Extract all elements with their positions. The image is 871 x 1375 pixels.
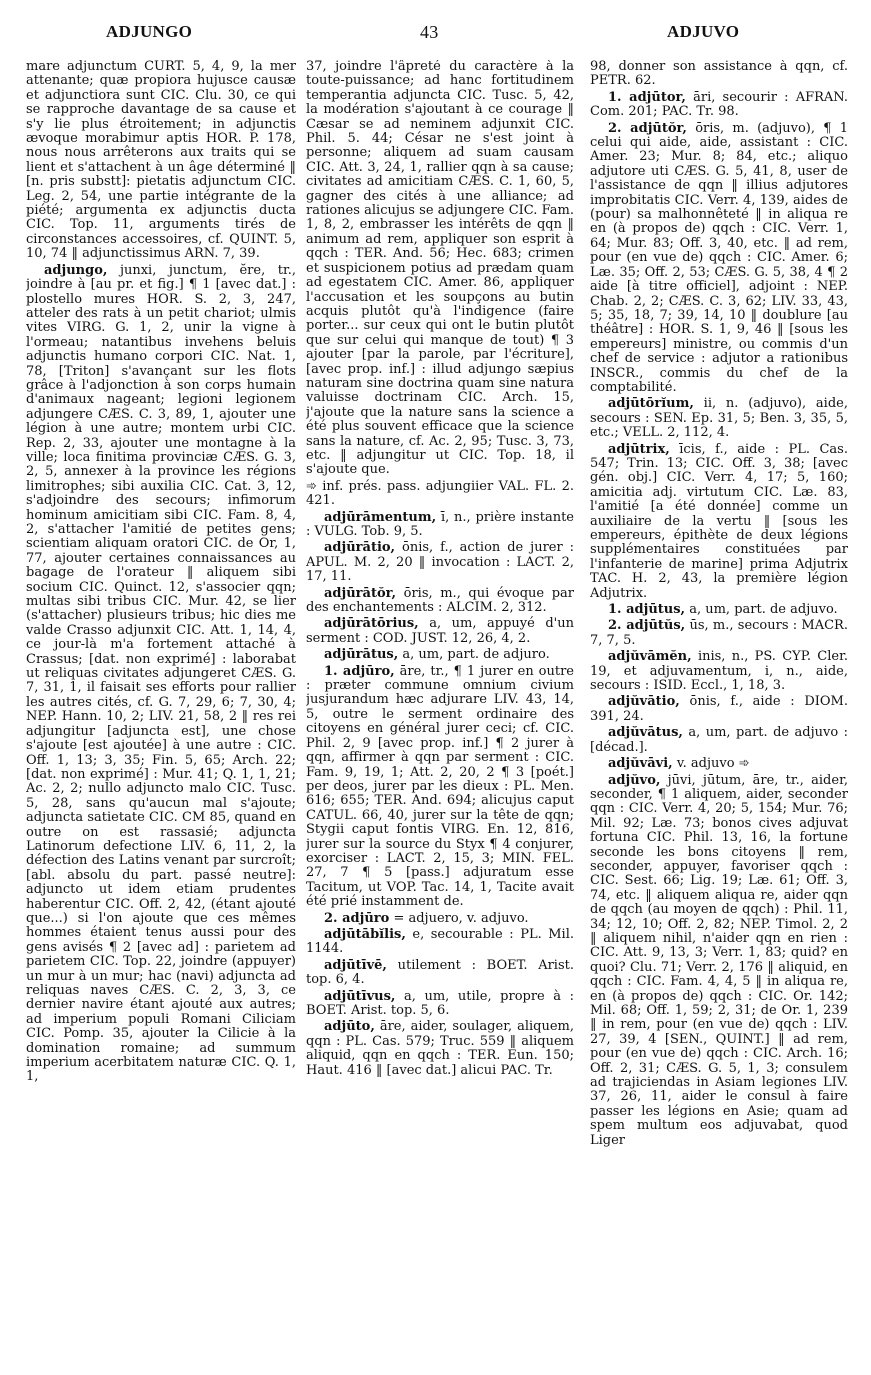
entry-body: 37, joindre l'âpreté du caractère à la toute-puissance; ad hanc fortitudinem temperantia adjuncta CIC. Tusc. 5, 42, la modération s'ajoutant à ce courage ‖ Cæsar se ad neminem adjunxit CIC. Phil. 5. 44; César ne s'est joint à personne; aliquem ad suam causam CIC. Att. 3, 24, 1, rallier qqn à sa cause; civitates ad amicitiam CÆS. C. 1, 60, 5, gagner des cités à une alliance; ad rationes alicujus se adjungere CIC. Fam. 1, 8, 2, embrasser les intérêts de qqn ‖ animum ad rem, appliquer son esprit à qqch : TER. And. 56; Hec. 683; crimen et suspicionem potius ad prædam quam ad egestatem CIC. Amer. 86, appliquer l'accusation et les soupçons au butin acquis plutôt qu'à l'indigence (faire porter... sur ceux qui ont le butin plutôt que sur celui qui manque de tout) ¶ 3 ajouter [par la parole, par l'écriture], [avec prop. inf.] : illud adjungo sæpius naturam sine doctrina quam sine natura valuisse doctrinam CIC. Arch. 15, j'ajoute que la nature sans la science a été plus souvent efficace que la science sans la nature, cf. Ac. 2, 95; Tusc. 3, 73, etc. ‖ adjungitur ut CIC. Top. 18, il s'ajoute que. (306, 60, 574, 478)
dictionary-entry (26, 60, 296, 262)
entry-body: e, secourable : PL. Mil. 1144. (306, 926, 574, 957)
entry-body: āri, secourir : AFRAN. Com. 201; PAC. Tr. 98. (590, 89, 848, 120)
entry-headword: adjŭvo, (608, 772, 661, 788)
entry-headword: adjŭvātio, (608, 694, 680, 710)
entry-body: ūs, m., secours : MACR. 7, 7, 5. (590, 618, 848, 648)
entry-headword: 2. adjūtŭs, (608, 618, 686, 634)
entry-headword: adjūtābĭlis, (324, 926, 406, 942)
dictionary-entry (590, 650, 848, 693)
dictionary-entry (306, 959, 574, 988)
dictionary-entry (306, 665, 574, 910)
dictionary-entry (590, 603, 848, 617)
dictionary-entry (306, 60, 574, 478)
entry-body: ōris, m., qui évoque par des enchantements : ALCIM. 2, 312. (306, 585, 574, 616)
entry-body: āre, aider, soulager, aliquem, qqn : PL. Cas. 579; Truc. 559 ‖ aliquem aliquid, qqn en qqch : TER. Eun. 150; Haut. 416 ‖ [avec dat.] alicui PAC. Tr. (306, 1019, 574, 1078)
entry-headword: 2. adjūtŏr, (608, 120, 687, 136)
page-number: 43 (420, 22, 439, 42)
dictionary-entry (306, 928, 574, 957)
entry-body: ➾ inf. prés. pass. adjungiier VAL. FL. 2. 421. (306, 478, 574, 509)
entry-headword: 1. adjūtus, (608, 602, 686, 618)
dictionary-entry (306, 912, 574, 926)
dictionary-entry (590, 774, 848, 1149)
dictionary-entry (590, 397, 848, 440)
dictionary-entry (590, 695, 848, 724)
column-3 (590, 60, 848, 1365)
entry-headword: 2. adjūro (324, 910, 390, 926)
dictionary-entry (590, 726, 848, 755)
dictionary-entry (590, 60, 848, 89)
entry-headword: adjūrāmentum, (324, 509, 437, 525)
entry-body: ōnis, f., action de jurer : APUL. M. 2, 20 ‖ invocation : LACT. 2, 17, 11. (306, 540, 574, 585)
entry-body: v. adjuvo ➾ (676, 756, 750, 772)
entry-headword: adjūtrix, (608, 441, 670, 457)
entry-body: īcis, f., aide : PL. Cas. 547; Trin. 13; CIC. Off. 3, 38; [avec gén. obj.] CIC. Verr. 4, 17; 5, 160; amicitia adj. virtutum CIC. Læ. 83, l'amitié [a été donnée] comme un auxiliaire de la vertu ‖ [sous les empereurs, épithète de deux légions supplémentaires constituées par l'infanterie de marine] prima Adjutrix TAC. H. 2, 43, la première légion Adjutrix. (590, 441, 848, 601)
entry-headword: adjŭvāmĕn, (608, 649, 692, 665)
entry-body: = adjuero, v. adjuvo. (393, 910, 529, 926)
entry-headword: adjūrātus, (324, 647, 399, 663)
entry-body: a, um, appuyé d'un serment : COD. JUST. 12, 26, 4, 2. (306, 616, 574, 646)
dictionary-entry (306, 511, 574, 540)
entry-body: utilement : BOET. Arist. top. 6, 4. (306, 957, 574, 988)
dictionary-entry (306, 1020, 574, 1078)
entry-headword: adjūtōrĭum, (608, 396, 694, 412)
dictionary-entry (590, 122, 848, 396)
entry-body: ōris, m. (adjuvo), ¶ 1 celui qui aide, aide, assistant : CIC. Amer. 23; Mur. 8; 84, etc.; aliquo adjutore uti CÆS. G. 5, 41, 8, user de l'assistance de qqn ‖ illius adjutores improbitatis CIC. Verr. 4, 139, aides de (pour) sa malhonnêteté ‖ in aliqua re en (à propos de) qqch : CIC. Verr. 1, 64; Mur. 83; Off. 3, 40, etc. ‖ ad rem, pour (en vue de) qqch : CIC. Amer. 6; Læ. 35; Off. 2, 53; CÆS. G. 5, 38, 4 ¶ 2 aide [à titre officiel], adjoint : NEP. Chab. 2, 2; CÆS. C. 3, 62; LIV. 33, 43, 5; 35, 18, 7; 39, 14, 10 ‖ doublure [au théâtre] : HOR. S. 1, 9, 46 ‖ [sous les empereurs] ministre, ou commis d'un chef de service : adjutor a rationibus INSCR., commis du chef de la comptabilité. (590, 120, 848, 395)
entry-headword: adjūtīvus, (324, 988, 396, 1004)
dictionary-entry (306, 541, 574, 584)
entry-headword: 1. adjūtor, (608, 89, 686, 105)
entry-body: ī, n., prière instante : VULG. Tob. 9, 5. (306, 509, 574, 539)
entry-headword: adjūrātio, (324, 540, 396, 556)
entry-body: mare adjunctum CURT. 5, 4, 9, la mer attenante; quæ propiora hujusce causæ et adjunctiora sunt CIC. Clu. 30, ce qui se rapproche davantage de sa cause et s'y lie plus étroitement; in adjunctis ævoque morabimur aptis HOR. P. 178, nous nous arrêterons aux traits qui se lient et s'attachent à un âge déterminé ‖ [n. pris substt]: pietatis adjunctum CIC. Leg. 2, 54, une partie intégrante de la piété; argumenta ex adjunctis ducta CIC. Top. 11, arguments tirés de circonstances accessoires, cf. QUINT. 5, 10, 74 ‖ adjunctissimus ARN. 7, 39. (26, 60, 296, 262)
entry-headword: 1. adjūro, (324, 663, 395, 679)
entry-body: junxi, junctum, ĕre, tr., joindre à [au pr. et fig.] ¶ 1 [avec dat.] : plostello mures HOR. S. 2, 3, 247, atteler des rats à un petit chariot; ulmis vites VIRG. G. 1, 2, unir la vigne à l'ormeau; natantibus invehens beluis adjunctis humano corpori CIC. Nat. 1, 78, [Triton] s'avançant sur les flots grâce à l'adjonction à son corps humain d'animaux nageant; legioni legionem adjungere CÆS. C. 3, 89, 1, ajouter une légion à une autre; montem urbi CIC. Rep. 2, 33, ajouter une montagne à la ville; loca finitima provinciæ CÆS. G. 3, 2, 5, annexer à la province les régions limitrophes; sibi auxilia CIC. Cat. 3, 12, s'adjoindre des secours; infimorum hominum amicitiam sibi CIC. Fam. 8, 4, 2, s'attacher l'amitié de petites gens; scientiam aliquam oratori CIC. de Or, 1, 77, ajouter certaines connaissances au bagage de l'orateur ‖ aliquem sibi socium CIC. Quinct. 12, s'associer qqn; multas sibi tribus CIC. Mur. 42, se lier (s'attacher) plusieurs tribus; hic dies me valde Crasso adjunxit CIC. Att. 1, 14, 4, ce jour-là m'a fortement attaché à Crassus; [dat. non exprimé] : laborabat ut reliquas civitates adjungeret CÆS. G. 7, 31, 1, il faisait ses efforts pour rallier les autres cités, cf. G. 7, 29, 6; 7, 30, 4; NEP. Hann. 10, 2; LIV. 21, 58, 2 ‖ res rei adjungitur [adjuncta est], une chose s'ajoute [est ajoutée] à une autre : CIC. Off. 1, 13; 3, 35; Fin. 5, 65; Arch. 22; [dat. non exprimé] : Mur. 41; Q. 1, 1, 21; Ac. 2, 2; nullo adjuncto malo CIC. Tusc. 5, 28, sans qu'aucun mal s'ajoute; adjuncta satietate CIC. CM 85, quand en outre on est rassasié; adjuncta Latinorum defectione LIV. 6, 11, 2, la défection des Latins venant par surcroît; [abl. absolu du part. passé neutre]: adjuncto ut idem etiam prudentes haberentur CIC. Off. 2, 42, (étant ajouté que...) si l'on ajoute que ces mêmes hommes étaient tenus aussi pour des gens avisés ¶ 2 [avec ad] : parietem ad parietem CIC. Top. 22, joindre (appuyer) un mur à un mur; hac (navi) adjuncta ad reliquas naves CÆS. C. 2, 3, 3, ce dernier navire étant ajouté aux autres; ad imperium populi Romani Ciliciam CIC. Pomp. 35, ajouter la Cilicie à la domination romaine; ad summum imperium acerbitatem naturæ CIC. Q. 1, 1, (26, 262, 296, 1085)
dictionary-entry (590, 757, 848, 771)
entry-headword: adjūrātōrius, (324, 616, 419, 632)
running-head-right: ADJUVO (667, 22, 740, 41)
entry-body: a, um, part. de adjuvo. (689, 602, 838, 618)
entry-body: inis, n., PS. CYP. Cler. 19, et adjuvamentum, i, n., aide, secours : ISID. Eccl., 1, 18, 3. (590, 649, 848, 694)
entry-body: a, um, part. de adjuro. (402, 647, 550, 663)
column-1 (26, 60, 296, 1365)
dictionary-entry (306, 617, 574, 646)
entry-headword: adjūto, (324, 1019, 375, 1035)
entry-headword: adjungo, (44, 262, 108, 278)
entry-body: jūvi, jūtum, āre, tr., aider, seconder, ¶ 1 aliquem, aider, seconder qqn : CIC. Verr. 4, 20; 5, 154; Mur. 76; Mil. 92; Læ. 73; bonos cives adjuvat fortuna CIC. Phil. 13, 16, la fortune seconde les bons citoyens ‖ rem, seconder, appuyer, favoriser qqch : CIC. Sest. 66; Lig. 19; Læ. 61; Off. 3, 74, etc. ‖ aliquem aliqua re, aider qqn de qqch (au moyen de qqch) : Phil. 11, 34; 12, 10; Off. 2, 82; NEP. Timol. 2, 2 ‖ aliquem nihil, n'aider qqn en rien : CIC. Att. 9, 13, 3; Verr. 1, 83; quid? en quoi? Clu. 71; Verr. 2, 176 ‖ aliquid, en qqch : CIC. Fam. 4, 4, 5 ‖ in aliqua re, en (à propos de) qqch : CIC. Or. 142; Mil. 68; Off. 1, 59; 2, 31; de Or. 1, 239 ‖ in rem, pour (en vue de) qqch : LIV. 27, 39, 4 [SEN., QUINT.] ‖ ad rem, pour (en vue de) qqch : CIC. Arch. 16; Off. 2, 31; CÆS. G. 5, 1, 3; consulem ad trajiciendas in Asiam legiones LIV. 37, 26, 11, aider le consul à faire passer les légions en Asie; quam ad spem multum eos adjuvabat, quod Liger (590, 772, 848, 1148)
running-head-left: ADJUNGO (106, 22, 193, 41)
entry-headword: adjŭvāvi, (608, 756, 673, 772)
page-header (0, 0, 871, 60)
entry-headword: adjūrātŏr, (324, 585, 397, 601)
entry-body: 98, donner son assistance à qqn, cf. PETR. 62. (590, 60, 848, 89)
dictionary-entry (306, 648, 574, 662)
dictionary-entry (590, 91, 848, 120)
dictionary-entry (306, 990, 574, 1019)
dictionary-entry (26, 264, 296, 1085)
entry-body: āre, tr., ¶ 1 jurer en outre : præter commune omnium civium jusjurandum hæc adjurare LIV. 43, 14, 5, outre le serment ordinaire des citoyens en général jurer ceci; cf. CIC. Phil. 2, 9 [avec prop. inf.] ¶ 2 jurer à qqn, affirmer à qqn par serment : CIC. Fam. 9, 19, 1; Att. 2, 20, 2 ¶ 3 [poét.] per deos, jurer par les dieux : PL. Men. 616; 655; TER. And. 694; alicujus caput CATUL. 66, 40, jurer sur la tête de qqn; Stygii caput fontis VIRG. En. 12, 816, jurer sur la source du Styx ¶ 4 conjurer, exorciser : LACT. 2, 15, 3; MIN. FEL. 27, 7 ¶ 5 [pass.] adjuratum esse Tacitum, ut VOP. Tac. 14, 1, Tacite avait été prié instamment de. (306, 663, 574, 910)
entry-headword: adjūtīvē, (324, 957, 387, 973)
dictionary-entry (590, 619, 848, 648)
entry-headword: adjŭvātus, (608, 725, 683, 741)
column-2 (306, 60, 574, 1365)
dictionary-entry (590, 443, 848, 601)
entry-body: ōnis, f., aide : DIOM. 391, 24. (590, 694, 848, 724)
dictionary-entry (306, 587, 574, 616)
dictionary-entry (306, 480, 574, 509)
entry-body: ii, n. (adjuvo), aide, secours : SEN. Ep. 31, 5; Ben. 3, 35, 5, etc.; VELL. 2, 112, 4. (590, 396, 848, 441)
entry-body: a, um, utile, propre à : BOET. Arist. top. 5, 6. (306, 988, 574, 1018)
entry-body: a, um, part. de adjuvo : [décad.]. (590, 725, 848, 755)
